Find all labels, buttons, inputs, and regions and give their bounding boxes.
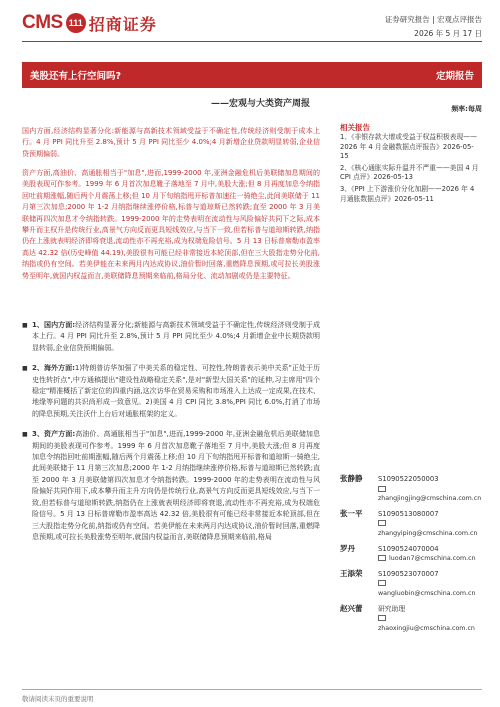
author-email[interactable]: luodan7@cmschina.com.cn [340, 554, 482, 564]
author-entry [340, 474, 482, 504]
author-name: 赵兴蕾 [340, 603, 363, 613]
bullet-lead: 3、资产方面: [32, 430, 76, 439]
author-name: 张一平 [340, 508, 363, 518]
email-icon [378, 615, 386, 621]
bullet-item [22, 320, 320, 354]
report-date: 2026 年 5 月 17 日 [414, 29, 482, 38]
author-entry [340, 604, 482, 634]
header-divider [22, 41, 482, 42]
report-frequency: 频率:每周 [451, 105, 482, 113]
bullet-text: 经济结构显著分化;新能源与高新技术领域受益于不确定性,传统经济则受制于成本上行。4 月 PPI 同比升至 2.8%,预计 5 月 PPI 同比至少 4.0%;4 月新增企业中长期贷款明显转弱,企业信贷预期偏弱。 [32, 321, 320, 352]
related-reports-list [340, 133, 482, 206]
bullet-item [22, 429, 320, 543]
author-name: 罗丹 [340, 543, 355, 553]
report-subtitle: ——宏观与大类资产周报 [210, 99, 310, 109]
related-report-link[interactable]: 1、《非银存款大增或受益于权益积极表现——2026 年 4 月金融数据点评报告》2026-05-15 [340, 133, 477, 161]
company-logo [22, 11, 157, 35]
bullet-text: 1)特朗普访华加强了中美关系的稳定性、可控性,特朗普表示美中关系"正处于历史性转折点",中方通稿提出"建设性战略稳定关系",是对"新型大国关系"的延伸,习主席用"四个稳定"精准概括了新定位的四重内涵,这次访华在贸易采购和市场准入上达成一定成果,在技术、地缘等问题的共识尚形成一致意见。2)美国 4 月 CPI 同比 3.8%,PPI 同比 6.0%,打消了市场的降息预期,关注沃什上台后对通胀框架的定义。 [32, 364, 320, 418]
author-email[interactable]: zhaoxingjiu@cmschina.com.cn [340, 614, 482, 633]
author-name: 张静静 [340, 474, 363, 483]
author-entry [340, 509, 482, 539]
related-report-link[interactable]: 3、《PPI 上下游涨价分化加剧——2026 年 4 月通胀数据点评》2026-05-11 [340, 184, 475, 203]
author-entry [340, 569, 482, 599]
logo-chinese-name: 招商证券 [88, 14, 157, 34]
author-id: S1090522050003 [378, 475, 439, 483]
author-list [340, 474, 482, 638]
email-icon [378, 486, 386, 492]
title-banner [22, 62, 482, 88]
author-name: 王添荣 [340, 568, 363, 578]
header-meta [385, 14, 482, 40]
email-icon [378, 580, 386, 586]
bullet-item [22, 363, 320, 420]
summary-paragraph-assets: 资产方面,高油价、高通胀相当于"加息",进而,1999-2000 年,亚洲金融危机后美联储加息期间的美股表现可作参考。1999 年 6 月首次加息靴子落地至 7 月中,美股大涨;但 8 月再度加息令纳指回吐前期涨幅,随后两个月震荡上移;但 10 月下旬纳指甩开标普加速往一骑绝尘,此间美联储于 11 月第三次加息;2000 年 1-2 月纳指继续涨停价格,标普与道琼斯已然转跌;直至 2000 年 3 月美联储再四次加息才令纳指转跌。1999-2000 年的走势表明在流动性与风险偏好共同下之际,成本攀升而主权升是传统行业,高景气方向反而更具短线效应,与当下一致,但若标普与道琼斯转跌,纳指仍在上涨就表明经济即将衰退,流动性亦不再充裕,成为权端危险信号。5 月 13 日标普席勒市盈率高达 42.32 倍(历史峰值 44.19),美股很有可能已经非常接近本轮顶部,但在三大股指走势分化前,纳指或仍有空间。若美伊能在未来两月内达成协议,油价暂时回落,重燃降息预期,或可拉长美股涨势至明年,就国内权益而言,美联储降息预期来临前,格局分化、流动加剧或仍是主要特征。 [22, 169, 320, 280]
author-email[interactable]: zhangjingjing@cmschina.com.cn [340, 485, 482, 504]
summary-paragraph-domestic: 国内方面,经济结构显著分化:新能源与高新技术领域受益于不确定性,传统经济则受制于成本上行。4 月 PPI 同比升至 2.8%,预计 5 月 PPI 同比至少 4.0%;4 月新增企业贷款明显转弱,企业信贷预期偏弱。 [22, 127, 320, 158]
related-reports-title: 相关报告 [340, 123, 370, 132]
bullet-lead: 1、国内方面: [32, 321, 76, 329]
logo-cms-text: CMS [22, 12, 63, 33]
report-tag: 定期报告 [435, 71, 474, 82]
footer-disclaimer: 敬请阅读末页的重要说明 [22, 695, 94, 703]
related-report-link[interactable]: 2、《核心通胀实际升温并不严重——美国 4 月 CPI 点评》2026-05-13 [340, 163, 479, 182]
report-type: 证券研究报告 | 宏观点评报告 [384, 15, 482, 24]
author-email[interactable]: zhangyiping@cmschina.com.cn [340, 519, 482, 538]
author-id: S1090523070007 [378, 569, 439, 578]
footer-divider [22, 689, 482, 690]
bullet-list [22, 320, 320, 552]
author-id: 研究助理 [378, 604, 406, 613]
report-title: 美股还有上行空间吗? [30, 71, 122, 82]
author-id: S1090513080007 [378, 509, 439, 518]
logo-mark-icon: 111 [66, 13, 86, 33]
email-icon [378, 520, 386, 526]
author-entry [340, 544, 482, 564]
bullet-text: 高油价、高通胀相当于"加息",进而,1999-2000 年,亚洲金融危机后美联储加息期间的美股表现可作参考。1999 年 6 月首次加息靴子落地至 7 月中,美股大涨;但 8 月再度加息令纳指回吐前期涨幅,随后两个月震荡上移;但 10 月下旬纳指甩开标普和道琼斯一骑绝尘,此间美联储于 11 月第三次加息;2000 年 1-2 月纳指继续涨停价格,标普与道琼斯已然转跌;直至 2000 年 3 月美联储第四次加息才令纳指转跌。1999-2000 年的走势表明在流动性与风险偏好共同作用下,成本攀升而主升方向仍是传统行业,高景气方向反而更具短线效应,与当下一致,但若标普与道琼斯转跌,纳指仍在上涨就表明经济即将衰退,流动性亦不再充裕,成为权端危险信号。5 月 13 日标普席勒市盈率高达 42.32 倍,美股很有可能已经非常接近本轮顶部,但在三大股指走势分化前,纳指或仍有空间。若美伊能在未来两月内达成协议,油价暂时回落,重燃降息预期,或可拉长美股涨势至明年,就国内权益而言,美联储降息预期来临前,格局 [32, 430, 321, 541]
bullet-lead: 2、海外方面: [32, 364, 75, 373]
author-id: S1090524070004 [378, 544, 439, 553]
author-email[interactable]: wangluobin@cmschina.com.cn [340, 579, 482, 598]
email-icon [378, 555, 386, 561]
